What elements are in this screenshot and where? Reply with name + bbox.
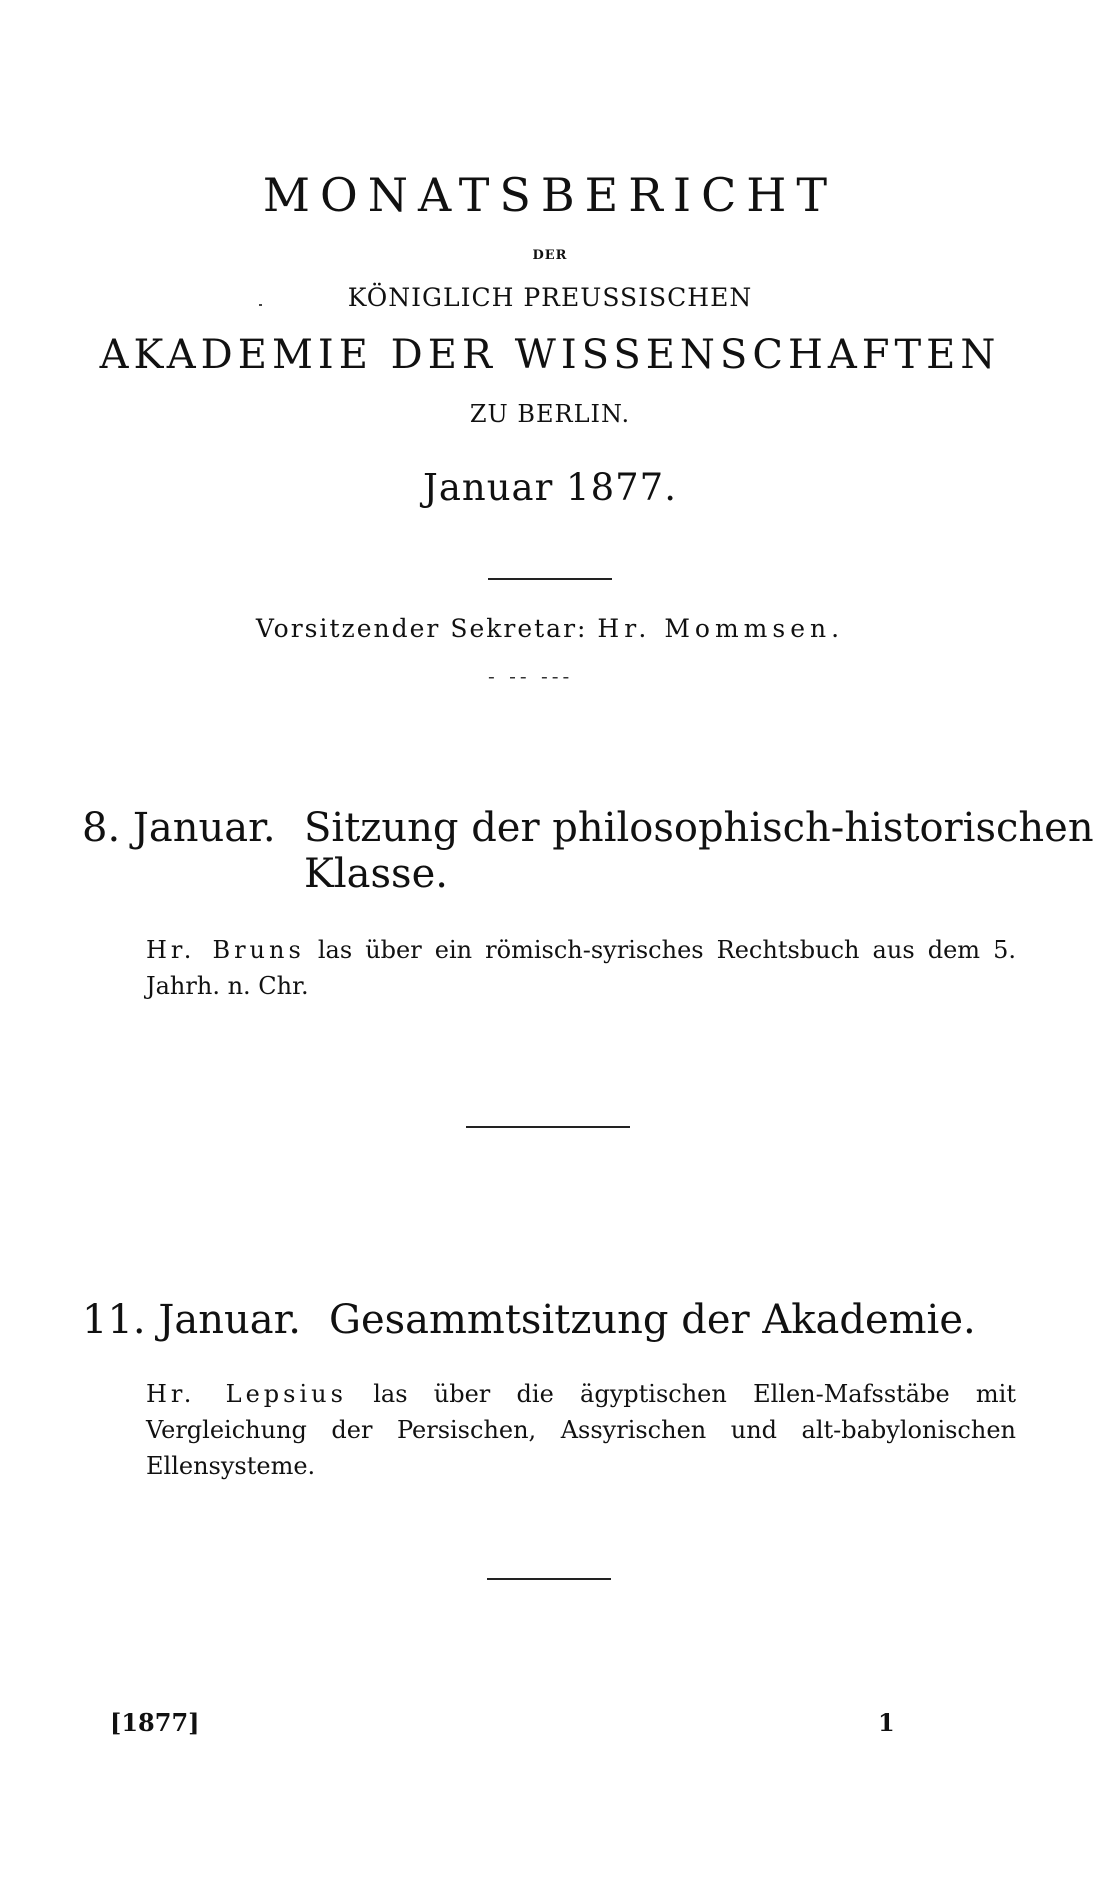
divider-rule: [466, 1126, 630, 1128]
session-title: [304, 805, 1094, 897]
journal-title: MONATSBERICHT: [262, 168, 838, 222]
session-title-line: Sitzung der philosophisch-historischen: [304, 805, 1094, 851]
issue-date: Januar 1877.: [423, 466, 677, 509]
secretary-line: [0, 614, 1100, 643]
session-title: Gesammtsitzung der Akademie.: [329, 1297, 976, 1343]
title-der: DER: [532, 248, 568, 263]
signature-mark: [1877]: [110, 1708, 200, 1737]
speaker-name: Hr. Lepsius: [146, 1380, 347, 1408]
title-akademie: AKADEMIE DER WISSENSCHAFTEN: [99, 332, 1001, 378]
session-date: 8. Januar.: [82, 805, 276, 851]
paragraph-body: las über die ägyptischen Ellen-Mafsstäbe mit Vergleichung der Persischen, Assyrischen und alt-babylonischen Ellensysteme.: [146, 1380, 1016, 1480]
paragraph-text: [82, 932, 1016, 1004]
secretary-label: Vorsitzender Sekretar:: [255, 614, 588, 643]
paragraph-text: [82, 1376, 1016, 1484]
secretary-name: Hr. Mommsen.: [597, 614, 845, 643]
page-number: 1: [878, 1708, 895, 1737]
speaker-name: Hr. Bruns: [146, 936, 305, 964]
session-date: 11. Januar.: [82, 1297, 302, 1343]
title-koeniglich: KÖNIGLICH PREUSSISCHEN: [347, 283, 753, 312]
title-berlin: ZU BERLIN.: [469, 400, 631, 428]
session-paragraph: [82, 1376, 1016, 1484]
divider-rule: [488, 578, 612, 580]
session-title-line: Klasse.: [304, 851, 448, 897]
paragraph-body: las über ein römisch-syrisches Rechtsbuch aus dem 5. Jahrh. n. Chr.: [146, 936, 1016, 1000]
dashed-divider: - -- ---: [488, 664, 574, 688]
divider-rule: [487, 1578, 611, 1580]
session-paragraph: [82, 932, 1016, 1004]
